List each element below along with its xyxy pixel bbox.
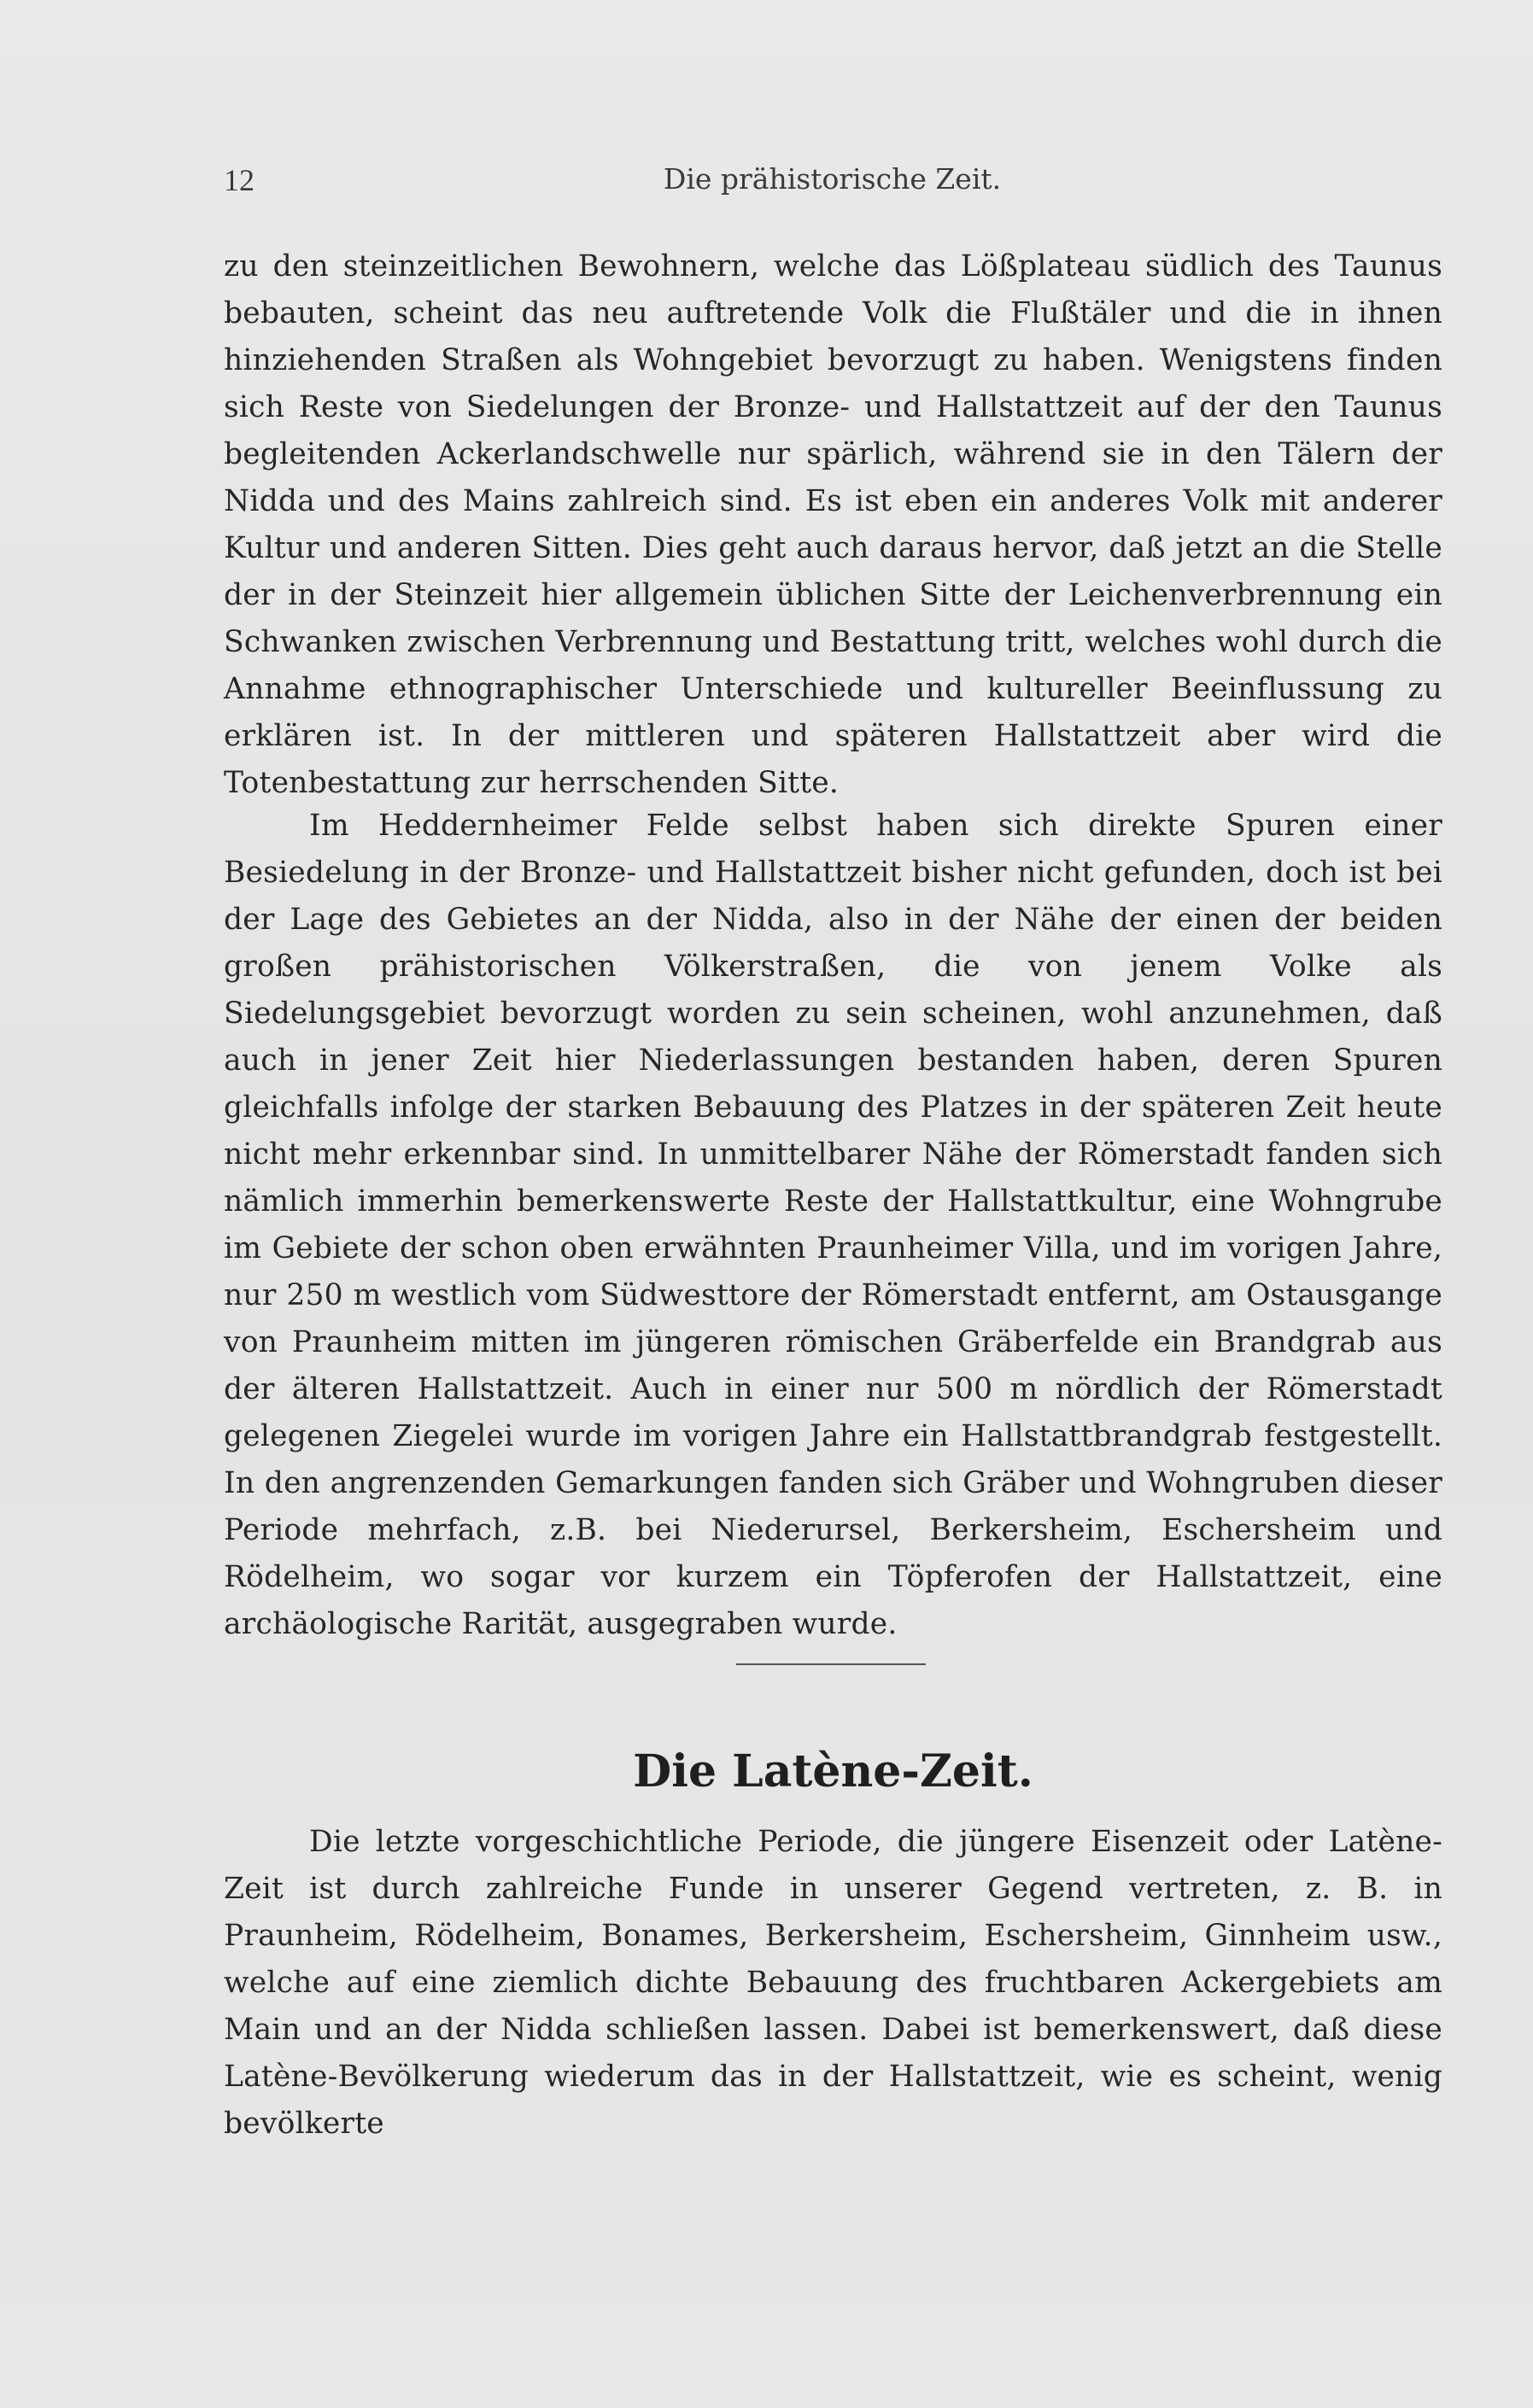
paragraph: Die letzte vorgeschichtliche Periode, die jüngere Eisenzeit oder Latène-Zeit ist durch zahlreiche Funde in unserer Gegend vertreten, z. B. in Praunheim, Rödelheim, Bonames, Berkersheim, Eschersheim, Ginnheim usw., welche auf eine ziemlich dichte Bebauung des fruchtbaren Ackergebiets am Main und an der Nidda schließen lassen. Dabei ist bemerkenswert, daß diese Latène-Bevölkerung wiederum das in der Hallstattzeit, wie es scheint, wenig bevölkerte (224, 1825, 1442, 2141)
body-text-latene (224, 1819, 1442, 2148)
section-divider-rule (736, 1663, 926, 1665)
running-head (224, 162, 1441, 213)
page-number: 12 (224, 163, 255, 197)
paragraph: zu den steinzeitlichen Bewohnern, welche das Lößplateau südlich des Taunus bebauten, scheint das neu auftretende Volk die Flußtäler und die in ihnen hinziehenden Straßen als Wohngebiet bevorzugt zu haben. Wenigstens finden sich Reste von Siedelungen der Bronze- und Hallstattzeit auf der den Taunus begleitenden Ackerlandschwelle nur spärlich, während sie in den Tälern der Nidda und des Mains zahlreich sind. Es ist eben ein anderes Volk mit anderer Kultur und anderen Sitten. Dies geht auch daraus hervor, daß jetzt an die Stelle der in der Steinzeit hier allgemein üblichen Sitte der Leichenverbrennung ein Schwanken zwischen Verbrennung und Bestattung tritt, welches wohl durch die Annahme ethnographischer Unterschiede und kultureller Beeinflussung zu erklären ist. In der mittleren und späteren Hallstattzeit aber wird die Totenbestattung zur herrschenden Sitte. (224, 249, 1442, 800)
running-title: Die prähistorische Zeit. (663, 162, 1002, 196)
body-text-continuation (224, 243, 1442, 807)
section-heading: Die Latène-Zeit. (633, 1745, 1033, 1797)
body-text-heddernheim (224, 803, 1442, 1648)
paragraph: Im Heddernheimer Felde selbst haben sich direkte Spuren einer Besiedelung in der Bronze- und Hallstattzeit bisher nicht gefunden, doch ist bei der Lage des Gebietes an der Nidda, also in der Nähe der einen der beiden großen prähistorischen Völkerstraßen, die von jenem Volke als Siedelungsgebiet bevorzugt worden zu sein scheinen, wohl anzunehmen, daß auch in jener Zeit hier Niederlassungen bestanden haben, deren Spuren gleichfalls infolge der starken Bebauung des Platzes in der späteren Zeit heute nicht mehr erkennbar sind. In unmittelbarer Nähe der Römerstadt fanden sich nämlich immerhin bemerkenswerte Reste der Hallstattkultur, eine Wohngrube im Gebiete der schon oben erwähnten Praunheimer Villa, und im vorigen Jahre, nur 250 m westlich vom Südwesttore der Römerstadt entfernt, am Ostausgange von Praunheim mitten im jüngeren römischen Gräberfelde ein Brandgrab aus der älteren Hallstattzeit. Auch in einer nur 500 m nördlich der Römerstadt gelegenen Ziegelei wurde im vorigen Jahre ein Hallstattbrandgrab festgestellt. In den angrenzenden Gemarkungen fanden sich Gräber und Wohngruben dieser Periode mehrfach, z.B. bei Niederursel, Berkersheim, Eschersheim und Rödelheim, wo sogar vor kurzem ein Töpferofen der Hallstattzeit, eine archäologische Rarität, ausgegraben wurde. (224, 809, 1442, 1641)
